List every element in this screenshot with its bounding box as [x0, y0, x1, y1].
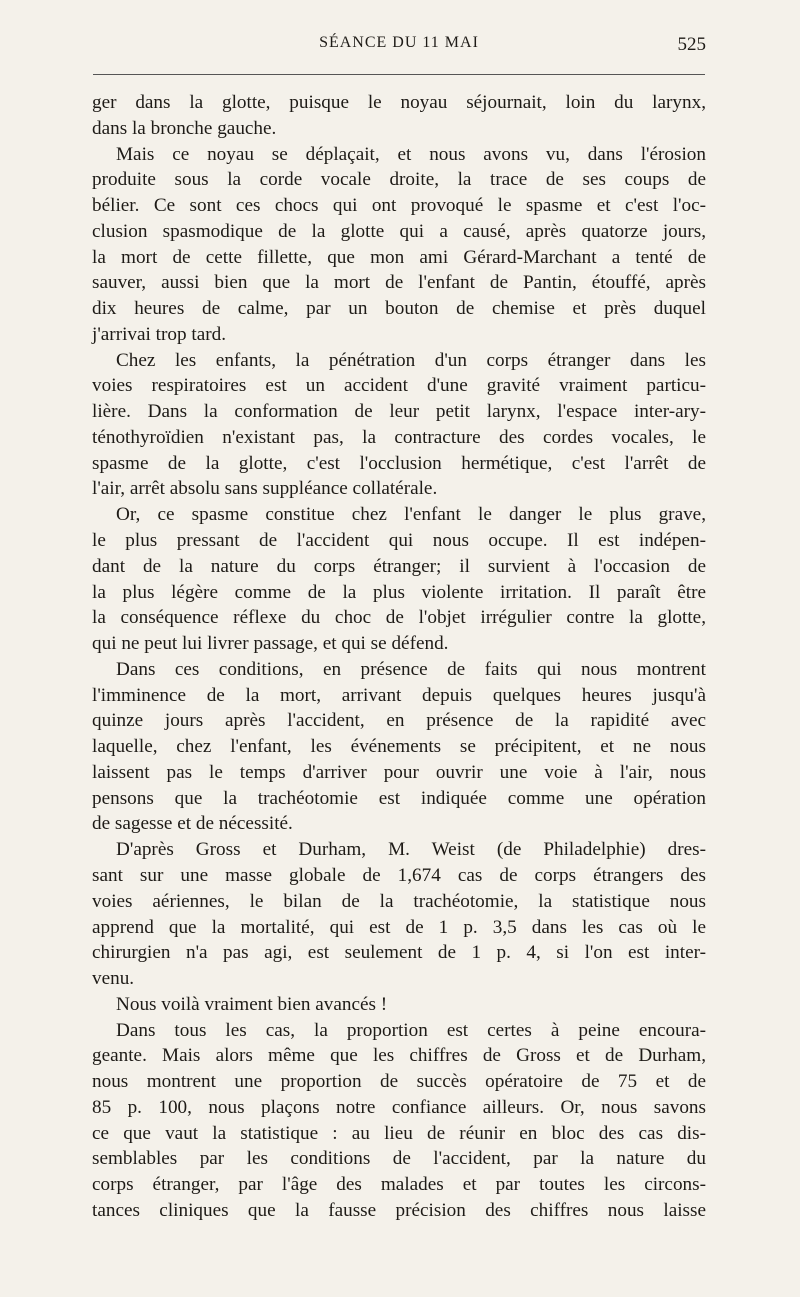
text-line: voies respiratoires est un accident d'une gravité vraiment particu-: [92, 375, 706, 397]
text-line: quinze jours après l'accident, en présence de la rapidité avec: [92, 710, 706, 732]
text-line: Or, ce spasme constitue chez l'enfant le danger le plus grave,: [116, 504, 706, 526]
text-line: geante. Mais alors même que les chiffres de Gross et de Durham,: [92, 1045, 706, 1067]
text-line: Dans ces conditions, en présence de faits qui nous montrent: [116, 658, 706, 680]
text-line: Mais ce noyau se déplaçait, et nous avons vu, dans l'érosion: [116, 143, 706, 165]
text-line: dans la bronche gauche.: [92, 117, 277, 139]
text-line: voies aériennes, le bilan de la trachéotomie, la statistique nous: [92, 890, 706, 912]
text-line: qui ne peut lui livrer passage, et qui se défend.: [92, 633, 449, 655]
text-line: ténothyroïdien n'existant pas, la contracture des cordes vocales, le: [92, 426, 706, 448]
text-line: la conséquence réflexe du choc de l'objet irrégulier contre la glotte,: [92, 607, 706, 629]
page-number: 525: [677, 34, 706, 55]
text-line: Chez les enfants, la pénétration d'un corps étranger dans les: [116, 349, 706, 371]
text-line: la mort de cette fillette, que mon ami Gérard-Marchant a tenté de: [92, 246, 706, 268]
text-line: pensons que la trachéotomie est indiquée comme une opération: [92, 787, 706, 809]
text-line: 85 p. 100, nous plaçons notre confiance ailleurs. Or, nous savons: [92, 1096, 706, 1118]
text-line: apprend que la mortalité, qui est de 1 p. 3,5 dans les cas où le: [92, 916, 706, 938]
text-line: Dans tous les cas, la proportion est certes à peine encoura-: [116, 1019, 706, 1041]
running-head: [92, 34, 706, 60]
text-line: ce que vaut la statistique : au lieu de réunir en bloc des cas dis-: [92, 1122, 706, 1144]
text-line: spasme de la glotte, c'est l'occlusion hermétique, c'est l'arrêt de: [92, 452, 706, 474]
text-line: l'air, arrêt absolu sans suppléance collatérale.: [92, 478, 438, 500]
text-line: dant de la nature du corps étranger; il survient à l'occasion de: [92, 555, 706, 577]
text-line: tances cliniques que la fausse précision des chiffres nous laisse: [92, 1199, 706, 1221]
text-line: produite sous la corde vocale droite, la trace de ses coups de: [92, 169, 706, 191]
text-line: j'arrivai trop tard.: [92, 323, 226, 345]
text-line: le plus pressant de l'accident qui nous occupe. Il est indépen-: [92, 530, 706, 552]
text-line: l'imminence de la mort, arrivant depuis quelques heures jusqu'à: [92, 684, 706, 706]
text-line: sauver, aussi bien que la mort de l'enfant de Pantin, étouffé, après: [92, 272, 706, 294]
text-line: corps étranger, par l'âge des malades et par toutes les circons-: [92, 1174, 706, 1196]
text-line: nous montrent une proportion de succès opératoire de 75 et de: [92, 1071, 706, 1093]
text-line: laissent pas le temps d'arriver pour ouvrir une voie à l'air, nous: [92, 761, 706, 783]
text-line: ger dans la glotte, puisque le noyau séjournait, loin du larynx,: [92, 92, 706, 113]
text-line: la plus légère comme de la plus violente irritation. Il paraît être: [92, 581, 706, 603]
header-rule: [93, 74, 705, 75]
text-line: clusion spasmodique de la glotte qui a causé, après quatorze jours,: [92, 220, 706, 242]
text-line: sant sur une masse globale de 1,674 cas de corps étrangers des: [92, 864, 706, 886]
body-text: [92, 90, 706, 1224]
text-line: chirurgien n'a pas agi, est seulement de 1 p. 4, si l'on est inter-: [92, 942, 706, 964]
running-title: SÉANCE DU 11 MAI: [319, 34, 479, 51]
text-line: semblables par les conditions de l'accident, par la nature du: [92, 1148, 706, 1170]
text-line: D'après Gross et Durham, M. Weist (de Philadelphie) dres-: [116, 839, 706, 861]
text-line: bélier. Ce sont ces chocs qui ont provoqué le spasme et c'est l'oc-: [92, 195, 706, 217]
text-line: venu.: [92, 968, 135, 990]
text-line: Nous voilà vraiment bien avancés !: [116, 993, 388, 1015]
text-line: laquelle, chez l'enfant, les événements se précipitent, et ne nous: [92, 736, 706, 758]
text-line: de sagesse et de nécessité.: [92, 813, 293, 835]
text-line: dix heures de calme, par un bouton de chemise et près duquel: [92, 298, 706, 320]
text-line: lière. Dans la conformation de leur petit larynx, l'espace inter-ary-: [92, 401, 706, 423]
